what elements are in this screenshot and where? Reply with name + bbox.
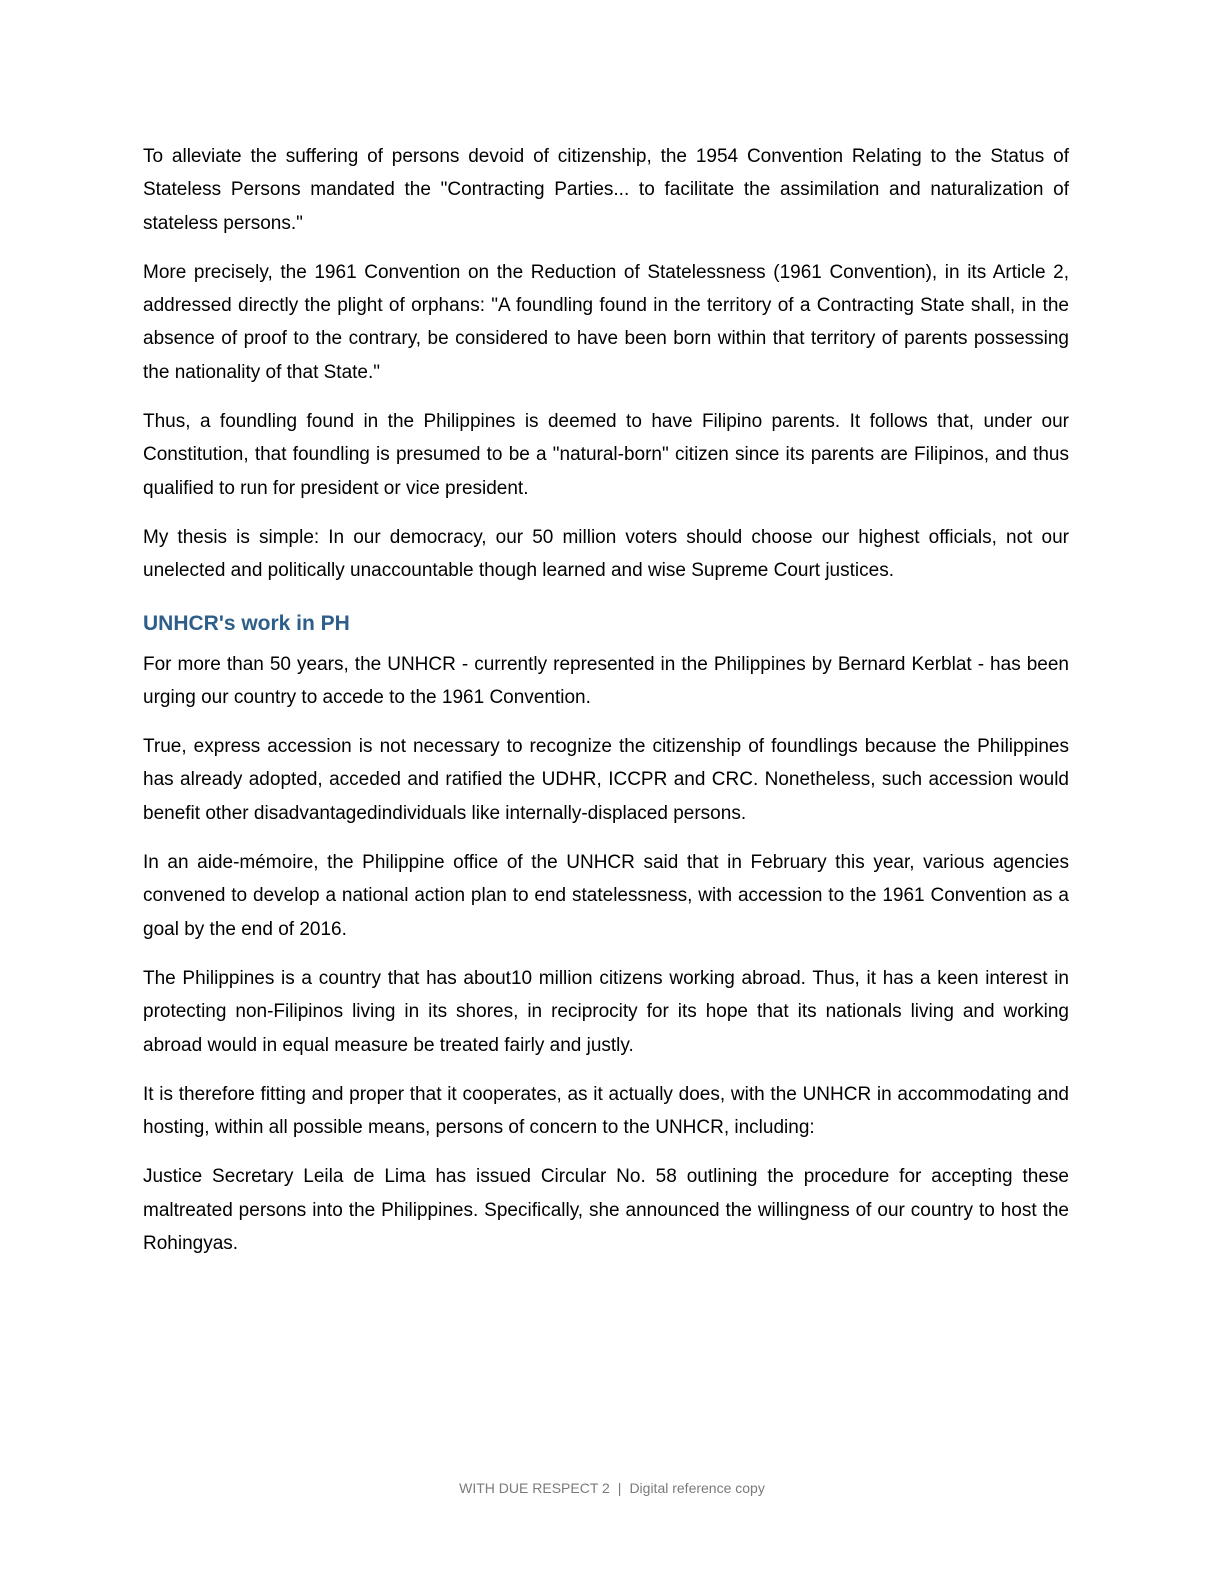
paragraph-1961-convention: More precisely, the 1961 Convention on the Reduction of Statelessness (1961 Convention), in its Article 2, addressed directly the plight of orphans: "A foundling found in the territory of a Contracting State shall, in the absence of proof to the contrary, be considered to have been born within that territory of parents possessing the nationality of that State." (143, 261, 1069, 383)
paragraph-express-accession: True, express accession is not necessary to recognize the citizenship of foundlings because the Philippines has already adopted, acceded and ratified the UDHR, ICCPR and CRC. Nonetheless, such accession would benefit other disadvantagedindividuals like internally-displaced persons. (143, 736, 1069, 824)
section-heading: UNHCR's work in PH (143, 611, 350, 635)
paragraph-foundling-filipino-parents: Thus, a foundling found in the Philippines is deemed to have Filipino parents. It follows that, under our Constitution, that foundling is presumed to be a "natural-born" citizen since its parents are Filipinos, and thus qualified to run for president or vice president. (143, 411, 1069, 499)
paragraph-1954-convention: To alleviate the suffering of persons devoid of citizenship, the 1954 Convention Relating to the Status of Stateless Persons mandated the "Contracting Parties... to facilitate the assimilation and naturalization of stateless persons." (143, 146, 1069, 234)
paragraph-circular-58: Justice Secretary Leila de Lima has issued Circular No. 58 outlining the procedure for accepting these maltreated persons into the Philippines. Specifically, she announced the willingness of our country to host the Rohingyas. (143, 1166, 1069, 1255)
paragraph-aide-memoire: In an aide-mémoire, the Philippine office of the UNHCR said that in February this year, various agencies convened to develop a national action plan to end statelessness, with accession to the 1961 Convention as a goal by the end of 2016. (143, 852, 1069, 940)
footer-separator: | (617, 1480, 622, 1496)
document-body (143, 140, 1069, 1276)
paragraph-cooperation: It is therefore fitting and proper that it cooperates, as it actually does, with the UNHCR in accommodating and hosting, within all possible means, persons of concern to the UNHCR, including: (143, 1083, 1069, 1139)
footer-title: WITH DUE RESPECT 2 (459, 1480, 610, 1496)
paragraph-unhcr-urging: For more than 50 years, the UNHCR - currently represented in the Philippines by Bernard Kerblat - has been urging our country to accede to the 1961 Convention. (143, 653, 1069, 708)
paragraph-citizens-abroad: The Philippines is a country that has about10 million citizens working abroad. Thus, it has a keen interest in protecting non-Filipinos living in its shores, in reciprocity for its hope that its nationals living and working abroad would in equal measure be treated fairly and justly. (143, 967, 1069, 1056)
page-footer (0, 1478, 1224, 1498)
footer-note: Digital reference copy (629, 1480, 765, 1496)
paragraph-thesis: My thesis is simple: In our democracy, our 50 million voters should choose our highest officials, not our unelected and politically unaccountable though learned and wise Supreme Court justices. (143, 526, 1069, 582)
